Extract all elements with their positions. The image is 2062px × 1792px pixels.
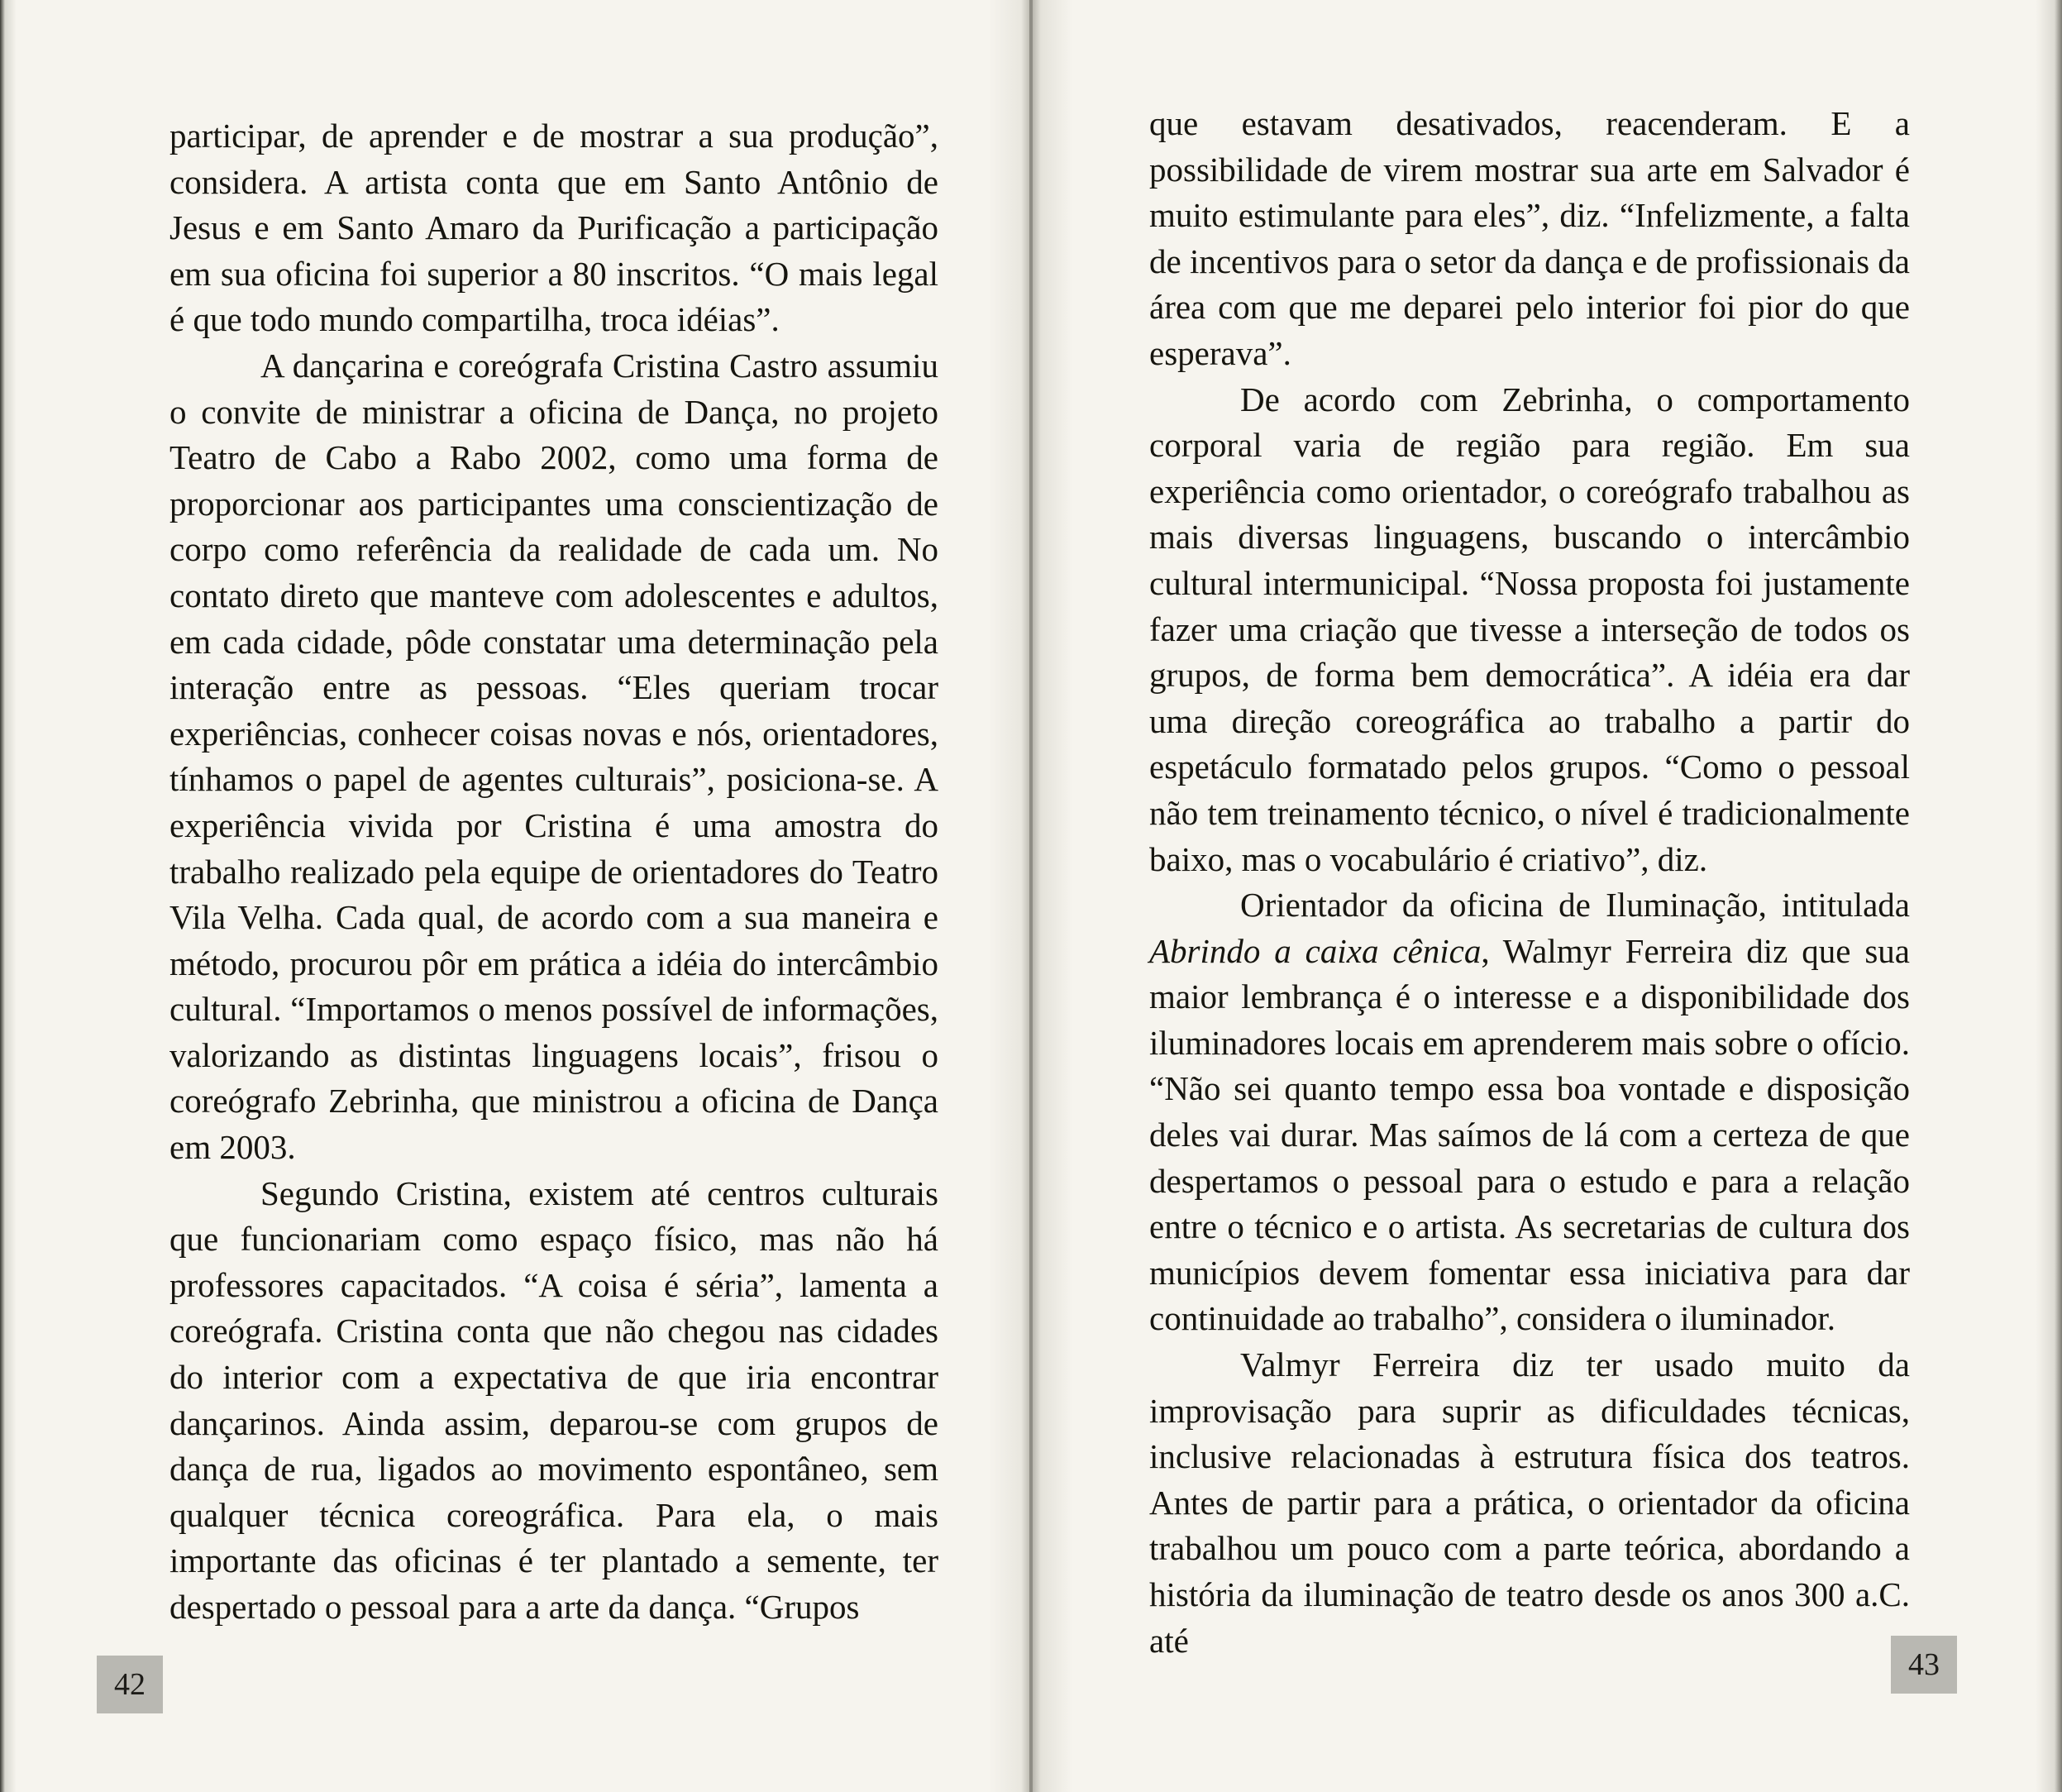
right-paragraph-1: que estavam desativados, reacenderam. E a possibilidade de virem mostrar sua arte em Salvador é muito estimulante para eles”, diz. “Infelizmente, a falta de incentivos para o setor da dança e de profissionais da área com que me deparei pelo interior foi pior do que esperava”. (1149, 104, 1910, 372)
right-paragraph-3 (1149, 882, 1910, 1342)
page-number-right: 43 (1891, 1636, 1957, 1694)
right-page (1031, 0, 2062, 1792)
right-paragraph-4: Valmyr Ferreira diz ter usado muito da improvisação para suprir as dificuldades técnicas, inclusive relacionadas à estrutura física dos teatros. Antes de partir para a prática, o orientador da oficina trabalhou um pouco com a parte teórica, abordando a história da iluminação de teatro desde os anos 300 a.C. até (1149, 1345, 1910, 1660)
left-paragraph-2: A dançarina e coreógrafa Cristina Castro assumiu o convite de ministrar a oficina de Dança, no projeto Teatro de Cabo a Rabo 2002, como uma forma de proporcionar aos participantes uma conscientização de corpo como referência da realidade de cada um. No contato direto que manteve com adolescentes e adultos, em cada cidade, pôde constatar uma determinação pela interação entre as pessoas. “Eles queriam trocar experiências, conhecer coisas novas e nós, orientadores, tínhamos o papel de agentes culturais”, posiciona-se. A experiência vivida por Cristina é uma amostra do trabalho realizado pela equipe de orientadores do Teatro Vila Velha. Cada qual, de acordo com a sua maneira e método, procurou pôr em prática a idéia do intercâmbio cultural. “Importamos o menos possível de informações, valorizando as distintas linguagens locais”, frisou o coreógrafo Zebrinha, que ministrou a oficina de Dança em 2003. (169, 346, 938, 1167)
right-page-text (1149, 101, 1910, 1664)
left-paragraph-3: Segundo Cristina, existem até centros culturais que funcionariam como espaço físico, mas não há professores capacitados. “A coisa é séria”, lamenta a coreógrafa. Cristina conta que não chegou nas cidades do interior com a expectativa de que iria encontrar dançarinos. Ainda assim, deparou-se com grupos de dança de rua, ligados ao movimento espontâneo, sem qualquer técnica coreográfica. Para ela, o mais importante das oficinas é ter plantado a semente, ter despertado o pessoal para a arte da dança. “Grupos (169, 1173, 938, 1626)
right-paragraph-3-rest: , Walmyr Ferreira diz que sua maior lembrança é o interesse e a disponibilidade dos iluminadores locais em aprenderem mais sobre o ofício. “Não sei quanto tempo essa boa vontade e disposição deles vai durar. Mas saímos de lá com a certeza de que despertamos o pessoal para o estudo e para a relação entre o técnico e o artista. As secretarias de cultura dos municípios devem fomentar essa iniciativa para dar continuidade ao trabalho”, considera o iluminador. (1149, 931, 1910, 1338)
left-page-text (169, 113, 938, 1631)
left-paragraph-1: participar, de aprender e de mostrar a sua produção”, considera. A artista conta que em Santo Antônio de Jesus e em Santo Amaro da Purificação a participação em sua oficina foi superior a 80 inscritos. “O mais legal é que todo mundo compartilha, troca idéias”. (169, 117, 938, 339)
workshop-title: Abrindo a caixa cênica (1149, 931, 1482, 970)
book-gutter (1029, 0, 1033, 1792)
right-paragraph-2: De acordo com Zebrinha, o comportamento corporal varia de região para região. Em sua experiência como orientador, o coreógrafo trabalhou as mais diversas linguagens, buscando o intercâmbio cultural intermunicipal. “Nossa proposta foi justamente fazer uma criação que tivesse a interseção de todos os grupos, de forma bem democrática”. A idéia era dar uma direção coreográfica ao trabalho a partir do espetáculo formatado pelos grupos. “Como o pessoal não tem treinamento técnico, o nível é tradicionalmente baixo, mas o vocabulário é criativo”, diz. (1149, 380, 1910, 878)
page-number-left: 42 (97, 1656, 163, 1713)
right-paragraph-3-start: Orientador da oficina de Iluminação, intitulada (1240, 886, 1910, 925)
